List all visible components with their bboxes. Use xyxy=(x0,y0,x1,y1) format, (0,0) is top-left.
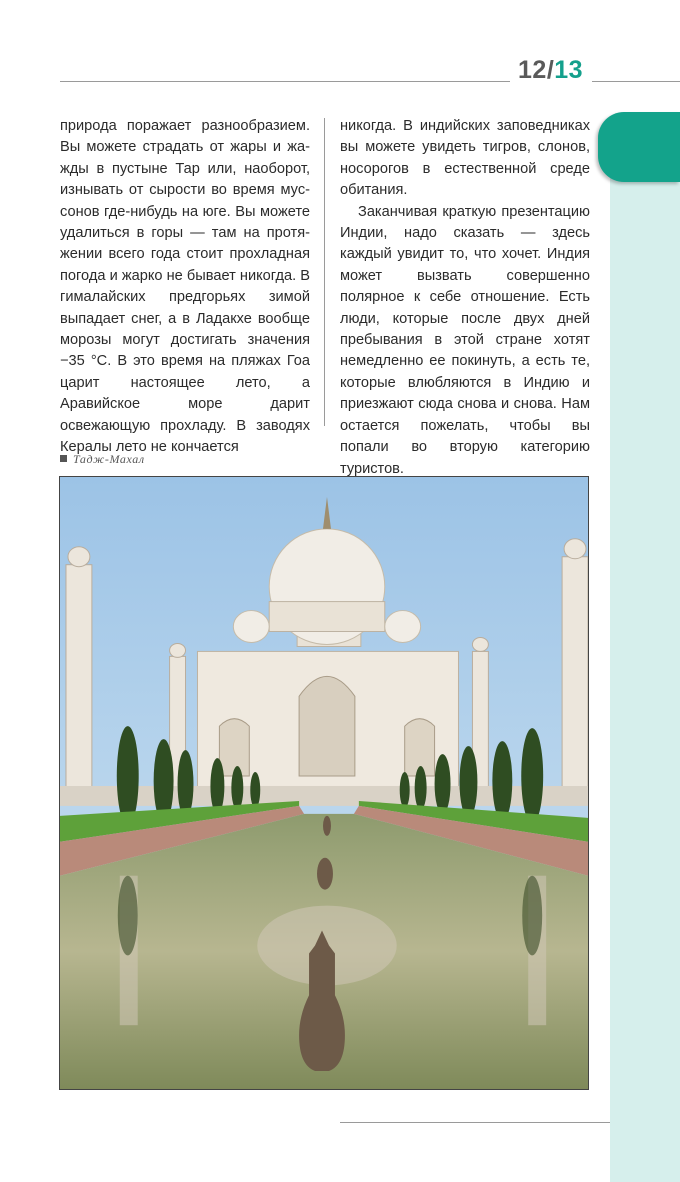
caption-bullet-icon xyxy=(60,455,67,462)
page-number-right: 13 xyxy=(554,56,584,84)
footer-rule xyxy=(340,1122,610,1123)
taj-mahal-illustration xyxy=(60,477,588,1089)
taj-mahal-photo xyxy=(59,476,589,1090)
text-column-left xyxy=(60,116,310,459)
paragraph: Заканчивая краткую презентацию Индии, надо сказать — здесь каждый увидит то, что хочет. Индия может вызвать совершенно полярное к себе отношение. Есть люди, которые после двух дней пребывания в этой стране хотят немедленно ее покинуть, а есть те, которые влюбляются в Индию и приезжают сюда снова и снова. Нам остается пожелать, чтобы вы попали во вторую категорию туристов. xyxy=(340,203,590,477)
side-color-strip xyxy=(610,118,680,1182)
header-rule xyxy=(60,81,510,82)
page-number-left: 12 xyxy=(518,56,547,84)
text-column-right xyxy=(340,116,590,480)
caption-text: Тадж-Махал xyxy=(73,452,145,466)
paragraph: никогда. В индийских заповедниках вы можете увидеть тигров, слонов, носорогов в естественной среде обитания. xyxy=(340,118,590,199)
paragraph: природа поражает разнообразием. Вы можете страдать от жары и жажды в пустыне Тар или, наоборот, изнывать от сырости во время муссонов где-нибудь на юге. Вы можете удалиться в горы — там на протяжении всего года стоит прохладная погода и жарко не бывает никогда. В гималайских предгорьях зимой выпадает снег, а в Ладакхе вообще морозы могут достигать значения −35 °С. В это время на пляжах Гоа царит настоящее лето, а Аравийское море дарит освежающую прохладу. В заводях Кералы лето не кончается xyxy=(60,118,310,456)
header-rule-right xyxy=(592,81,680,82)
figure-caption xyxy=(60,452,145,467)
page-numbers xyxy=(518,56,583,85)
page-number-separator: / xyxy=(546,56,555,84)
chapter-tab xyxy=(598,112,680,182)
column-divider xyxy=(324,118,325,426)
